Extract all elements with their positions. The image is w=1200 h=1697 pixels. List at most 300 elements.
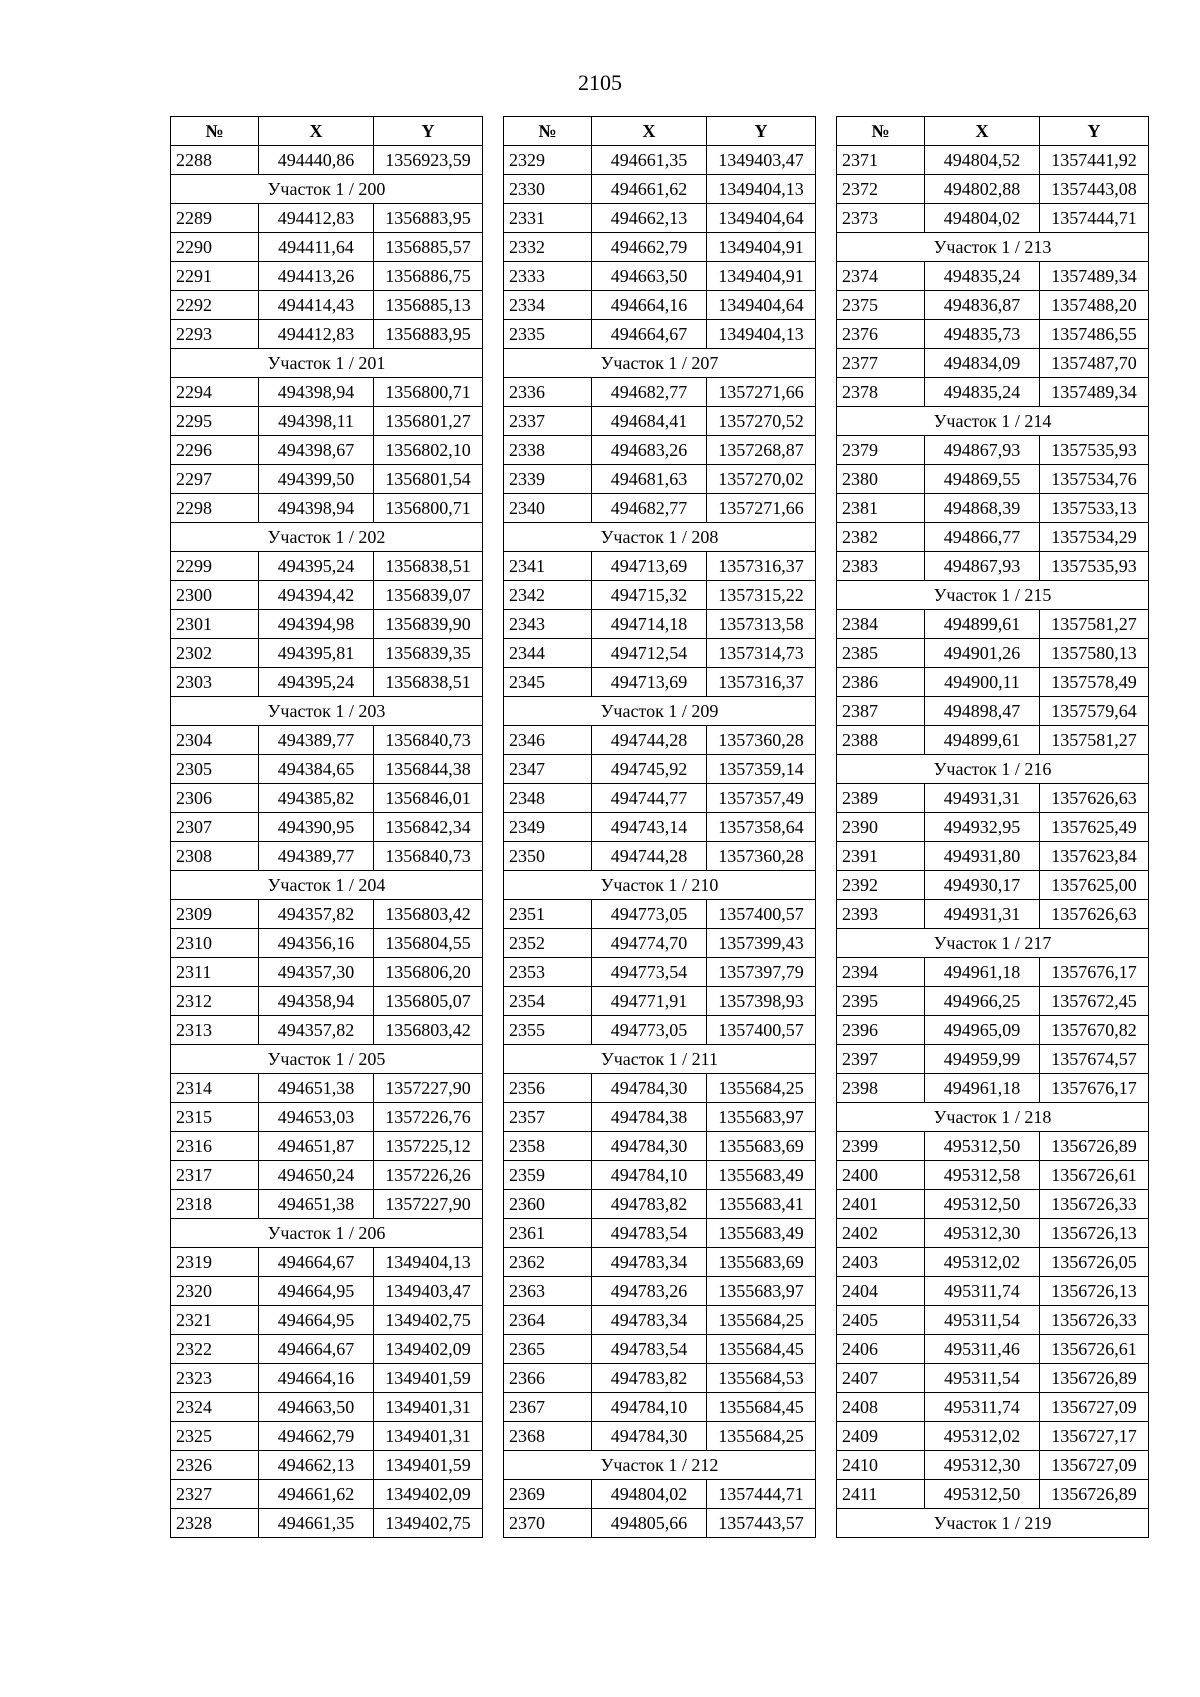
point-number: 2373 xyxy=(837,204,925,233)
section-row xyxy=(504,349,816,378)
point-number: 2320 xyxy=(171,1277,259,1306)
table-row xyxy=(504,755,816,784)
x-value: 494413,26 xyxy=(259,262,374,291)
y-value: 1357444,71 xyxy=(707,1480,816,1509)
table-row xyxy=(171,726,483,755)
section-row xyxy=(171,871,483,900)
y-value: 1357443,57 xyxy=(707,1509,816,1538)
x-value: 495311,54 xyxy=(925,1306,1040,1335)
table-row xyxy=(504,1509,816,1538)
point-number: 2406 xyxy=(837,1335,925,1364)
y-value: 1357670,82 xyxy=(1040,1016,1149,1045)
y-value: 1349403,47 xyxy=(707,146,816,175)
point-number: 2317 xyxy=(171,1161,259,1190)
x-value: 494715,32 xyxy=(592,581,707,610)
table-row xyxy=(171,1480,483,1509)
x-value: 494783,54 xyxy=(592,1219,707,1248)
y-value: 1356727,09 xyxy=(1040,1393,1149,1422)
section-label: Участок 1 / 218 xyxy=(837,1103,1149,1132)
y-value: 1357625,49 xyxy=(1040,813,1149,842)
table-row xyxy=(171,1451,483,1480)
point-number: 2411 xyxy=(837,1480,925,1509)
section-row xyxy=(504,1045,816,1074)
point-number: 2316 xyxy=(171,1132,259,1161)
point-number: 2385 xyxy=(837,639,925,668)
x-value: 494663,50 xyxy=(259,1393,374,1422)
y-value: 1356726,89 xyxy=(1040,1480,1149,1509)
y-value: 1349402,09 xyxy=(374,1480,483,1509)
table-row xyxy=(504,958,816,987)
point-number: 2408 xyxy=(837,1393,925,1422)
x-value: 494412,83 xyxy=(259,204,374,233)
y-value: 1355683,69 xyxy=(707,1132,816,1161)
y-value: 1356885,57 xyxy=(374,233,483,262)
table-row xyxy=(171,668,483,697)
y-value: 1357313,58 xyxy=(707,610,816,639)
x-value: 494784,30 xyxy=(592,1422,707,1451)
y-value: 1355684,25 xyxy=(707,1306,816,1335)
table-row xyxy=(837,1074,1149,1103)
y-value: 1357400,57 xyxy=(707,1016,816,1045)
section-label: Участок 1 / 215 xyxy=(837,581,1149,610)
y-value: 1357535,93 xyxy=(1040,552,1149,581)
y-value: 1356802,10 xyxy=(374,436,483,465)
x-value: 494389,77 xyxy=(259,726,374,755)
x-value: 494663,50 xyxy=(592,262,707,291)
table-row xyxy=(504,320,816,349)
table-row xyxy=(171,378,483,407)
table-row xyxy=(504,987,816,1016)
x-value: 494784,30 xyxy=(592,1074,707,1103)
table-row xyxy=(171,552,483,581)
x-value: 494398,94 xyxy=(259,378,374,407)
table-row xyxy=(171,407,483,436)
y-value: 1349401,31 xyxy=(374,1422,483,1451)
y-value: 1357360,28 xyxy=(707,726,816,755)
point-number: 2319 xyxy=(171,1248,259,1277)
point-number: 2342 xyxy=(504,581,592,610)
point-number: 2349 xyxy=(504,813,592,842)
x-value: 494836,87 xyxy=(925,291,1040,320)
table-row xyxy=(837,1335,1149,1364)
x-value: 494682,77 xyxy=(592,378,707,407)
table-header-row xyxy=(837,117,1149,146)
x-value: 494650,24 xyxy=(259,1161,374,1190)
x-value: 494661,35 xyxy=(259,1509,374,1538)
table-header-row xyxy=(171,117,483,146)
section-row xyxy=(504,523,816,552)
y-value: 1349404,91 xyxy=(707,262,816,291)
x-value: 494966,25 xyxy=(925,987,1040,1016)
section-label: Участок 1 / 200 xyxy=(171,175,483,204)
x-value: 494900,11 xyxy=(925,668,1040,697)
y-value: 1357398,93 xyxy=(707,987,816,1016)
point-number: 2352 xyxy=(504,929,592,958)
x-value: 494783,82 xyxy=(592,1364,707,1393)
y-value: 1357314,73 xyxy=(707,639,816,668)
table-row xyxy=(504,465,816,494)
y-value: 1355683,97 xyxy=(707,1277,816,1306)
point-number: 2296 xyxy=(171,436,259,465)
table-row xyxy=(504,900,816,929)
point-number: 2390 xyxy=(837,813,925,842)
point-number: 2392 xyxy=(837,871,925,900)
y-value: 1357400,57 xyxy=(707,900,816,929)
x-value: 494783,82 xyxy=(592,1190,707,1219)
y-value: 1356726,13 xyxy=(1040,1219,1149,1248)
x-value: 494661,35 xyxy=(592,146,707,175)
y-value: 1357486,55 xyxy=(1040,320,1149,349)
point-number: 2295 xyxy=(171,407,259,436)
point-number: 2362 xyxy=(504,1248,592,1277)
table-row xyxy=(504,291,816,320)
y-value: 1357357,49 xyxy=(707,784,816,813)
y-value: 1357487,70 xyxy=(1040,349,1149,378)
point-number: 2318 xyxy=(171,1190,259,1219)
point-number: 2391 xyxy=(837,842,925,871)
x-value: 494414,43 xyxy=(259,291,374,320)
y-value: 1357441,92 xyxy=(1040,146,1149,175)
point-number: 2402 xyxy=(837,1219,925,1248)
table-row xyxy=(504,378,816,407)
x-value: 494682,77 xyxy=(592,494,707,523)
x-value: 494714,18 xyxy=(592,610,707,639)
table-row xyxy=(504,784,816,813)
point-number: 2323 xyxy=(171,1364,259,1393)
y-value: 1356726,13 xyxy=(1040,1277,1149,1306)
table-row xyxy=(504,581,816,610)
y-value: 1349401,59 xyxy=(374,1364,483,1393)
x-value: 494805,66 xyxy=(592,1509,707,1538)
x-value: 494959,99 xyxy=(925,1045,1040,1074)
point-number: 2368 xyxy=(504,1422,592,1451)
x-value: 495312,58 xyxy=(925,1161,1040,1190)
section-row xyxy=(171,349,483,378)
table-row xyxy=(171,1103,483,1132)
table-row xyxy=(171,146,483,175)
point-number: 2372 xyxy=(837,175,925,204)
point-number: 2298 xyxy=(171,494,259,523)
header-y: Y xyxy=(1040,117,1149,146)
y-value: 1356726,61 xyxy=(1040,1161,1149,1190)
x-value: 494783,34 xyxy=(592,1248,707,1277)
x-value: 494835,24 xyxy=(925,378,1040,407)
table-row xyxy=(504,1364,816,1393)
y-value: 1357225,12 xyxy=(374,1132,483,1161)
table-row xyxy=(837,436,1149,465)
point-number: 2309 xyxy=(171,900,259,929)
y-value: 1356838,51 xyxy=(374,552,483,581)
y-value: 1356803,42 xyxy=(374,900,483,929)
y-value: 1357227,90 xyxy=(374,1074,483,1103)
point-number: 2396 xyxy=(837,1016,925,1045)
x-value: 494684,41 xyxy=(592,407,707,436)
y-value: 1356885,13 xyxy=(374,291,483,320)
y-value: 1357397,79 xyxy=(707,958,816,987)
y-value: 1357535,93 xyxy=(1040,436,1149,465)
y-value: 1355684,25 xyxy=(707,1074,816,1103)
x-value: 494394,42 xyxy=(259,581,374,610)
table-row xyxy=(171,465,483,494)
y-value: 1356838,51 xyxy=(374,668,483,697)
table-row xyxy=(837,291,1149,320)
point-number: 2346 xyxy=(504,726,592,755)
point-number: 2307 xyxy=(171,813,259,842)
x-value: 494395,24 xyxy=(259,668,374,697)
x-value: 494804,02 xyxy=(925,204,1040,233)
table-row xyxy=(171,291,483,320)
table-row xyxy=(837,1306,1149,1335)
section-label: Участок 1 / 210 xyxy=(504,871,816,900)
point-number: 2303 xyxy=(171,668,259,697)
table-row xyxy=(504,610,816,639)
x-value: 494868,39 xyxy=(925,494,1040,523)
table-row xyxy=(504,813,816,842)
point-number: 2338 xyxy=(504,436,592,465)
table-row xyxy=(171,233,483,262)
section-row xyxy=(504,697,816,726)
table-row xyxy=(504,668,816,697)
section-label: Участок 1 / 204 xyxy=(171,871,483,900)
point-number: 2400 xyxy=(837,1161,925,1190)
table-row xyxy=(504,1480,816,1509)
x-value: 494804,52 xyxy=(925,146,1040,175)
y-value: 1357271,66 xyxy=(707,494,816,523)
table-row xyxy=(171,1074,483,1103)
point-number: 2306 xyxy=(171,784,259,813)
point-number: 2289 xyxy=(171,204,259,233)
x-value: 494867,93 xyxy=(925,552,1040,581)
y-value: 1357359,14 xyxy=(707,755,816,784)
x-value: 494898,47 xyxy=(925,697,1040,726)
section-label: Участок 1 / 219 xyxy=(837,1509,1149,1538)
point-number: 2315 xyxy=(171,1103,259,1132)
page-number: 2105 xyxy=(578,70,622,95)
x-value: 494773,05 xyxy=(592,900,707,929)
header-x: X xyxy=(259,117,374,146)
header-number: № xyxy=(171,117,259,146)
point-number: 2379 xyxy=(837,436,925,465)
x-value: 494783,54 xyxy=(592,1335,707,1364)
point-number: 2357 xyxy=(504,1103,592,1132)
y-value: 1356923,59 xyxy=(374,146,483,175)
y-value: 1356801,54 xyxy=(374,465,483,494)
header-x: X xyxy=(925,117,1040,146)
y-value: 1355683,97 xyxy=(707,1103,816,1132)
section-label: Участок 1 / 212 xyxy=(504,1451,816,1480)
section-row xyxy=(837,233,1149,262)
x-value: 495311,74 xyxy=(925,1277,1040,1306)
y-value: 1356801,27 xyxy=(374,407,483,436)
table-row xyxy=(837,900,1149,929)
x-value: 494681,63 xyxy=(592,465,707,494)
y-value: 1355684,45 xyxy=(707,1393,816,1422)
y-value: 1356805,07 xyxy=(374,987,483,1016)
table-row xyxy=(171,494,483,523)
point-number: 2376 xyxy=(837,320,925,349)
point-number: 2347 xyxy=(504,755,592,784)
point-number: 2337 xyxy=(504,407,592,436)
point-number: 2354 xyxy=(504,987,592,1016)
x-value: 494773,54 xyxy=(592,958,707,987)
point-number: 2383 xyxy=(837,552,925,581)
y-value: 1356883,95 xyxy=(374,204,483,233)
x-value: 494651,38 xyxy=(259,1190,374,1219)
table-row xyxy=(837,987,1149,1016)
y-value: 1357534,29 xyxy=(1040,523,1149,552)
table-row xyxy=(837,1045,1149,1074)
point-number: 2336 xyxy=(504,378,592,407)
section-label: Участок 1 / 206 xyxy=(171,1219,483,1248)
point-number: 2380 xyxy=(837,465,925,494)
section-row xyxy=(837,929,1149,958)
y-value: 1355684,45 xyxy=(707,1335,816,1364)
x-value: 494774,70 xyxy=(592,929,707,958)
header-x: X xyxy=(592,117,707,146)
table-row xyxy=(504,407,816,436)
point-number: 2290 xyxy=(171,233,259,262)
point-number: 2398 xyxy=(837,1074,925,1103)
point-number: 2335 xyxy=(504,320,592,349)
y-value: 1356840,73 xyxy=(374,726,483,755)
y-value: 1349404,64 xyxy=(707,204,816,233)
x-value: 494713,69 xyxy=(592,668,707,697)
table-row xyxy=(171,1364,483,1393)
y-value: 1357270,52 xyxy=(707,407,816,436)
table-row xyxy=(171,1509,483,1538)
section-label: Участок 1 / 216 xyxy=(837,755,1149,784)
section-row xyxy=(171,523,483,552)
y-value: 1357626,63 xyxy=(1040,784,1149,813)
point-number: 2382 xyxy=(837,523,925,552)
table-row xyxy=(171,958,483,987)
point-number: 2305 xyxy=(171,755,259,784)
section-label: Участок 1 / 211 xyxy=(504,1045,816,1074)
y-value: 1357580,13 xyxy=(1040,639,1149,668)
table-row xyxy=(171,1422,483,1451)
section-label: Участок 1 / 202 xyxy=(171,523,483,552)
point-number: 2365 xyxy=(504,1335,592,1364)
table-row xyxy=(837,175,1149,204)
y-value: 1349401,31 xyxy=(374,1393,483,1422)
table-row xyxy=(837,871,1149,900)
section-label: Участок 1 / 214 xyxy=(837,407,1149,436)
x-value: 494411,64 xyxy=(259,233,374,262)
point-number: 2348 xyxy=(504,784,592,813)
y-value: 1357315,22 xyxy=(707,581,816,610)
x-value: 494664,95 xyxy=(259,1306,374,1335)
point-number: 2394 xyxy=(837,958,925,987)
table-row xyxy=(837,378,1149,407)
x-value: 494384,65 xyxy=(259,755,374,784)
section-label: Участок 1 / 207 xyxy=(504,349,816,378)
point-number: 2333 xyxy=(504,262,592,291)
x-value: 495312,50 xyxy=(925,1132,1040,1161)
point-number: 2329 xyxy=(504,146,592,175)
section-label: Участок 1 / 201 xyxy=(171,349,483,378)
x-value: 494802,88 xyxy=(925,175,1040,204)
y-value: 1357489,34 xyxy=(1040,378,1149,407)
x-value: 494771,91 xyxy=(592,987,707,1016)
point-number: 2363 xyxy=(504,1277,592,1306)
x-value: 494661,62 xyxy=(259,1480,374,1509)
point-number: 2377 xyxy=(837,349,925,378)
point-number: 2343 xyxy=(504,610,592,639)
x-value: 495311,74 xyxy=(925,1393,1040,1422)
table-row xyxy=(837,813,1149,842)
table-row xyxy=(504,1074,816,1103)
point-number: 2291 xyxy=(171,262,259,291)
y-value: 1357488,20 xyxy=(1040,291,1149,320)
point-number: 2358 xyxy=(504,1132,592,1161)
point-number: 2378 xyxy=(837,378,925,407)
point-number: 2344 xyxy=(504,639,592,668)
y-value: 1356886,75 xyxy=(374,262,483,291)
x-value: 494965,09 xyxy=(925,1016,1040,1045)
table-row xyxy=(504,1016,816,1045)
point-number: 2387 xyxy=(837,697,925,726)
table-row xyxy=(171,1393,483,1422)
y-value: 1349403,47 xyxy=(374,1277,483,1306)
point-number: 2350 xyxy=(504,842,592,871)
y-value: 1357625,00 xyxy=(1040,871,1149,900)
table-row xyxy=(171,1248,483,1277)
point-number: 2340 xyxy=(504,494,592,523)
x-value: 494399,50 xyxy=(259,465,374,494)
table-row xyxy=(837,552,1149,581)
x-value: 494357,82 xyxy=(259,1016,374,1045)
point-number: 2393 xyxy=(837,900,925,929)
x-value: 494357,82 xyxy=(259,900,374,929)
y-value: 1357270,02 xyxy=(707,465,816,494)
point-number: 2297 xyxy=(171,465,259,494)
table-header-row xyxy=(504,117,816,146)
table-row xyxy=(171,842,483,871)
x-value: 494744,77 xyxy=(592,784,707,813)
section-label: Участок 1 / 205 xyxy=(171,1045,483,1074)
point-number: 2407 xyxy=(837,1364,925,1393)
x-value: 494866,77 xyxy=(925,523,1040,552)
section-label: Участок 1 / 217 xyxy=(837,929,1149,958)
y-value: 1356883,95 xyxy=(374,320,483,349)
table-row xyxy=(171,1306,483,1335)
table-row xyxy=(837,349,1149,378)
y-value: 1357676,17 xyxy=(1040,1074,1149,1103)
table-row xyxy=(171,929,483,958)
x-value: 494899,61 xyxy=(925,610,1040,639)
x-value: 494744,28 xyxy=(592,842,707,871)
y-value: 1355683,49 xyxy=(707,1219,816,1248)
x-value: 494395,81 xyxy=(259,639,374,668)
table-row xyxy=(504,1248,816,1277)
point-number: 2310 xyxy=(171,929,259,958)
coordinates-table-2 xyxy=(503,116,816,1538)
table-row xyxy=(504,1190,816,1219)
table-row xyxy=(837,1451,1149,1480)
point-number: 2308 xyxy=(171,842,259,871)
table-row xyxy=(837,610,1149,639)
point-number: 2353 xyxy=(504,958,592,987)
y-value: 1355683,41 xyxy=(707,1190,816,1219)
point-number: 2304 xyxy=(171,726,259,755)
y-value: 1356804,55 xyxy=(374,929,483,958)
table-row xyxy=(504,175,816,204)
point-number: 2325 xyxy=(171,1422,259,1451)
x-value: 494931,80 xyxy=(925,842,1040,871)
point-number: 2322 xyxy=(171,1335,259,1364)
table-row xyxy=(504,204,816,233)
table-row xyxy=(171,1190,483,1219)
